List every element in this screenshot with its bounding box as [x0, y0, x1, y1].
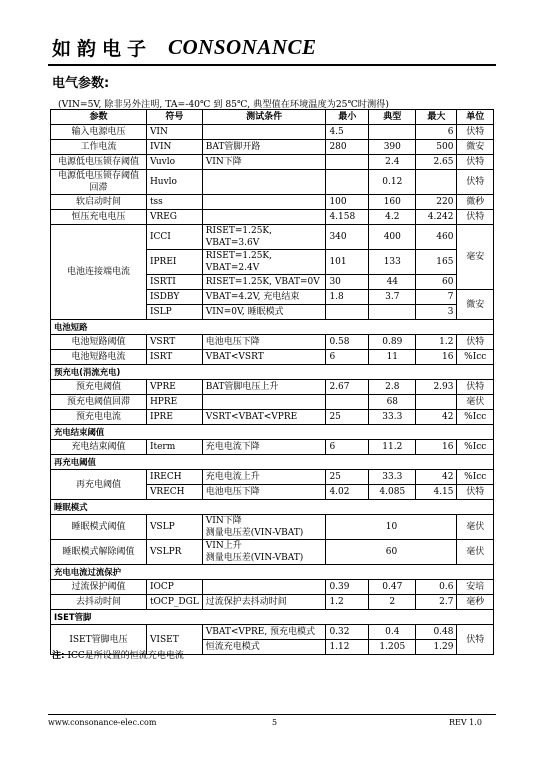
min-cell: 6	[326, 440, 369, 455]
condition-cell: BAT管脚开路	[202, 140, 326, 155]
table-row	[51, 195, 494, 210]
condition-cell: 充电电流下降	[202, 440, 326, 455]
unit-cell: 微安	[457, 140, 494, 155]
max-cell: 1.29	[416, 640, 457, 655]
param-cell: 预充电阈值回滞	[51, 395, 147, 410]
condition-cell	[202, 195, 326, 210]
condition-cell: RISET=1.25K, VBAT=2.4V	[202, 250, 326, 275]
condition-cell: VBAT<VSRT	[202, 350, 326, 365]
unit-cell: 伏特	[457, 625, 494, 655]
symbol-cell: Vuvlo	[146, 155, 202, 170]
footer-website-link[interactable]: www.consonance-elec.com	[48, 718, 157, 727]
page-header	[48, 34, 498, 64]
typ-cell: 0.12	[369, 170, 416, 195]
group-row	[51, 425, 494, 440]
min-cell: 2.67	[326, 380, 369, 395]
condition-cell	[202, 515, 326, 540]
condition-cell: 充电电流上升	[202, 470, 326, 485]
symbol-cell: ICCI	[146, 225, 202, 250]
symbol-cell: VREG	[146, 210, 202, 225]
max-cell: 165	[416, 250, 457, 275]
table-row	[51, 140, 494, 155]
symbol-cell: tss	[146, 195, 202, 210]
group-row	[51, 365, 494, 380]
condition-cell: 电池电压下降	[202, 485, 326, 500]
typ-cell: 4.085	[369, 485, 416, 500]
max-cell: 1.2	[416, 335, 457, 350]
condition-cell: VBAT=4.2V, 充电结束	[202, 290, 326, 305]
table-row	[51, 225, 494, 250]
param-cell: 去抖动时间	[51, 595, 147, 610]
typ-cell: 60	[326, 540, 457, 565]
max-cell: 42	[416, 470, 457, 485]
table-row	[51, 155, 494, 170]
param-cell: 工作电流	[51, 140, 147, 155]
typ-cell: 0.4	[369, 625, 416, 640]
min-cell: 101	[326, 250, 369, 275]
min-cell: 340	[326, 225, 369, 250]
max-cell: 500	[416, 140, 457, 155]
max-cell: 220	[416, 195, 457, 210]
footnote-text: ICC是所设置的恒流充电电流	[67, 651, 184, 661]
header-typ: 典型	[369, 110, 416, 125]
typ-cell: 3.7	[369, 290, 416, 305]
symbol-cell: Huvlo	[146, 170, 202, 195]
typ-cell: 400	[369, 225, 416, 250]
max-cell: 7	[416, 290, 457, 305]
unit-cell: 毫伏	[457, 515, 494, 540]
symbol-cell: VISET	[146, 625, 202, 655]
param-cell: 睡眠模式阈值	[51, 515, 147, 540]
unit-cell: %Icc	[457, 350, 494, 365]
header-conditions: 测试条件	[202, 110, 326, 125]
max-cell: 16	[416, 350, 457, 365]
unit-cell: 伏特	[457, 155, 494, 170]
unit-cell: 伏特	[457, 170, 494, 195]
typ-cell: 2.8	[369, 380, 416, 395]
condition-cell: 恒流充电模式	[202, 640, 326, 655]
footnote	[52, 648, 184, 661]
symbol-cell: IPREI	[146, 250, 202, 275]
max-cell: 2.7	[416, 595, 457, 610]
min-cell: 0.58	[326, 335, 369, 350]
symbol-cell: VPRE	[146, 380, 202, 395]
unit-cell: %Icc	[457, 410, 494, 425]
typ-cell: 2	[369, 595, 416, 610]
unit-cell: 毫安	[457, 225, 494, 290]
param-cell: 充电结束阈值	[51, 440, 147, 455]
param-cell: 电源低电压锁存阈值回滞	[51, 170, 147, 195]
typ-cell	[369, 125, 416, 140]
condition-cell: RISET=1.25K, VBAT=0V	[202, 275, 326, 290]
unit-cell: 毫伏	[457, 540, 494, 565]
min-cell: 280	[326, 140, 369, 155]
typ-cell: 2.4	[369, 155, 416, 170]
unit-cell: 伏特	[457, 125, 494, 140]
min-cell: 1.2	[326, 595, 369, 610]
condition-cell: BAT管脚电压上升	[202, 380, 326, 395]
typ-cell: 4.2	[369, 210, 416, 225]
condition-cell: VBAT<VPRE, 预充电模式	[202, 625, 326, 640]
min-cell: 6	[326, 350, 369, 365]
condition-line: VIN上升	[205, 541, 242, 551]
group-row	[51, 500, 494, 515]
condition-cell	[202, 540, 326, 565]
param-cell: 电池短路电流	[51, 350, 147, 365]
typ-cell: 390	[369, 140, 416, 155]
group-heading: ISET管脚	[51, 610, 494, 625]
table-header-row	[51, 110, 494, 125]
min-cell	[326, 395, 369, 410]
max-cell: 6	[416, 125, 457, 140]
min-cell: 4.158	[326, 210, 369, 225]
header-param: 参数	[51, 110, 147, 125]
min-cell: 4.5	[326, 125, 369, 140]
table-row	[51, 580, 494, 595]
symbol-cell: ISRT	[146, 350, 202, 365]
unit-cell: 安培	[457, 580, 494, 595]
max-cell: 60	[416, 275, 457, 290]
condition-line: 测量电压差(VIN-VBAT)	[205, 528, 304, 538]
typ-cell: 160	[369, 195, 416, 210]
condition-line: VIN下降	[205, 516, 242, 526]
param-cell: 预充电阈值	[51, 380, 147, 395]
param-cell: 恒压充电电压	[51, 210, 147, 225]
param-cell: 预充电电流	[51, 410, 147, 425]
condition-cell	[202, 125, 326, 140]
typ-cell: 11	[369, 350, 416, 365]
table-row	[51, 125, 494, 140]
symbol-cell: ISLP	[146, 305, 202, 320]
condition-cell: 过流保护去抖动时间	[202, 595, 326, 610]
param-cell: 电源低电压锁存阈值	[51, 155, 147, 170]
max-cell: 2.65	[416, 155, 457, 170]
min-cell: 4.02	[326, 485, 369, 500]
symbol-cell: VIN	[146, 125, 202, 140]
footer-divider	[48, 714, 496, 715]
min-cell	[326, 155, 369, 170]
min-cell: 30	[326, 275, 369, 290]
condition-cell	[202, 580, 326, 595]
param-cell: 电池连接端电流	[51, 225, 147, 320]
max-cell: 0.48	[416, 625, 457, 640]
unit-cell: 伏特	[457, 380, 494, 395]
unit-cell: 伏特	[457, 210, 494, 225]
table-row	[51, 440, 494, 455]
typ-cell: 33.3	[369, 470, 416, 485]
typ-cell: 68	[369, 395, 416, 410]
footnote-label: 注:	[52, 651, 65, 661]
condition-cell: 电池电压下降	[202, 335, 326, 350]
brand-english-logo: CONSONANCE	[168, 35, 317, 59]
header-min: 最小	[326, 110, 369, 125]
symbol-cell: HPRE	[146, 395, 202, 410]
param-cell: 软启动时间	[51, 195, 147, 210]
table-row	[51, 335, 494, 350]
param-cell: 再充电阈值	[51, 470, 147, 500]
unit-cell: 伏特	[457, 335, 494, 350]
max-cell	[416, 170, 457, 195]
group-heading: 充电电流过流保护	[51, 565, 494, 580]
typ-cell: 11.2	[369, 440, 416, 455]
symbol-cell: tOCP_DGL	[146, 595, 202, 610]
min-cell: 1.8	[326, 290, 369, 305]
unit-cell: %Icc	[457, 470, 494, 485]
symbol-cell: IPRE	[146, 410, 202, 425]
min-cell: 25	[326, 410, 369, 425]
header-max: 最大	[416, 110, 457, 125]
typ-cell	[369, 305, 416, 320]
group-row	[51, 320, 494, 335]
min-cell	[326, 170, 369, 195]
group-row	[51, 455, 494, 470]
min-cell: 25	[326, 470, 369, 485]
symbol-cell: IRECH	[146, 470, 202, 485]
typ-cell: 10	[326, 515, 457, 540]
symbol-cell: VRECH	[146, 485, 202, 500]
symbol-cell: VSLPR	[146, 540, 202, 565]
min-cell: 1.12	[326, 640, 369, 655]
typ-cell: 0.89	[369, 335, 416, 350]
condition-cell: VSRT<VBAT<VPRE	[202, 410, 326, 425]
max-cell: 3	[416, 305, 457, 320]
unit-cell: 毫伏	[457, 395, 494, 410]
condition-line: 测量电压差(VIN-VBAT)	[205, 553, 304, 563]
footer-page-number: 5	[272, 718, 278, 727]
group-row	[51, 565, 494, 580]
min-cell: 100	[326, 195, 369, 210]
symbol-cell: Iterm	[146, 440, 202, 455]
min-cell: 0.39	[326, 580, 369, 595]
min-cell	[326, 305, 369, 320]
unit-cell: 伏特	[457, 485, 494, 500]
condition-cell: RISET=1.25K, VBAT=3.6V	[202, 225, 326, 250]
group-heading: 电池短路	[51, 320, 494, 335]
symbol-cell: IVIN	[146, 140, 202, 155]
group-heading: 预充电(涓流充电)	[51, 365, 494, 380]
table-row	[51, 595, 494, 610]
condition-cell	[202, 395, 326, 410]
unit-cell: %Icc	[457, 440, 494, 455]
max-cell: 4.15	[416, 485, 457, 500]
table-row	[51, 470, 494, 485]
group-heading: 充电结束阈值	[51, 425, 494, 440]
table-row	[51, 170, 494, 195]
max-cell: 0.6	[416, 580, 457, 595]
condition-cell	[202, 210, 326, 225]
min-cell: 0.32	[326, 625, 369, 640]
symbol-cell: VSRT	[146, 335, 202, 350]
param-cell: 输入电源电压	[51, 125, 147, 140]
header-symbol: 符号	[146, 110, 202, 125]
group-heading: 再充电阈值	[51, 455, 494, 470]
param-cell: 睡眠模式解除阈值	[51, 540, 147, 565]
condition-cell: VIN=0V, 睡眠模式	[202, 305, 326, 320]
footer-revision: REV 1.0	[449, 718, 482, 727]
unit-cell: 微秒	[457, 195, 494, 210]
max-cell: 460	[416, 225, 457, 250]
brand-chinese-logo: 如韵电子	[52, 38, 153, 60]
param-cell: 过流保护阈值	[51, 580, 147, 595]
electrical-parameters-table	[50, 109, 494, 655]
condition-cell: VIN下降	[202, 155, 326, 170]
typ-cell: 44	[369, 275, 416, 290]
unit-cell: 毫秒	[457, 595, 494, 610]
typ-cell: 0.47	[369, 580, 416, 595]
max-cell: 16	[416, 440, 457, 455]
test-conditions: (VIN=5V, 除非另外注明, TA=-40℃ 到 85℃, 典型值在环境温度为25℃时测得)	[58, 99, 389, 110]
typ-cell: 33.3	[369, 410, 416, 425]
symbol-cell: IOCP	[146, 580, 202, 595]
typ-cell: 133	[369, 250, 416, 275]
table-row	[51, 625, 494, 640]
symbol-cell: ISRTI	[146, 275, 202, 290]
table-row	[51, 515, 494, 540]
section-title: 电气参数:	[52, 76, 110, 91]
max-cell	[416, 395, 457, 410]
table-row	[51, 395, 494, 410]
typ-cell: 1.205	[369, 640, 416, 655]
symbol-cell: VSLP	[146, 515, 202, 540]
table-row	[51, 540, 494, 565]
symbol-cell: ISDBY	[146, 290, 202, 305]
header-divider	[48, 64, 496, 66]
group-row	[51, 610, 494, 625]
param-cell: 电池短路阈值	[51, 335, 147, 350]
table-row	[51, 410, 494, 425]
group-heading: 睡眠模式	[51, 500, 494, 515]
unit-cell: 微安	[457, 290, 494, 320]
table-row	[51, 210, 494, 225]
max-cell: 42	[416, 410, 457, 425]
param-cell: ISET管脚电压	[51, 625, 147, 655]
table-row	[51, 350, 494, 365]
condition-cell	[202, 170, 326, 195]
table-row	[51, 380, 494, 395]
header-unit: 单位	[457, 110, 494, 125]
max-cell: 4.242	[416, 210, 457, 225]
max-cell: 2.93	[416, 380, 457, 395]
